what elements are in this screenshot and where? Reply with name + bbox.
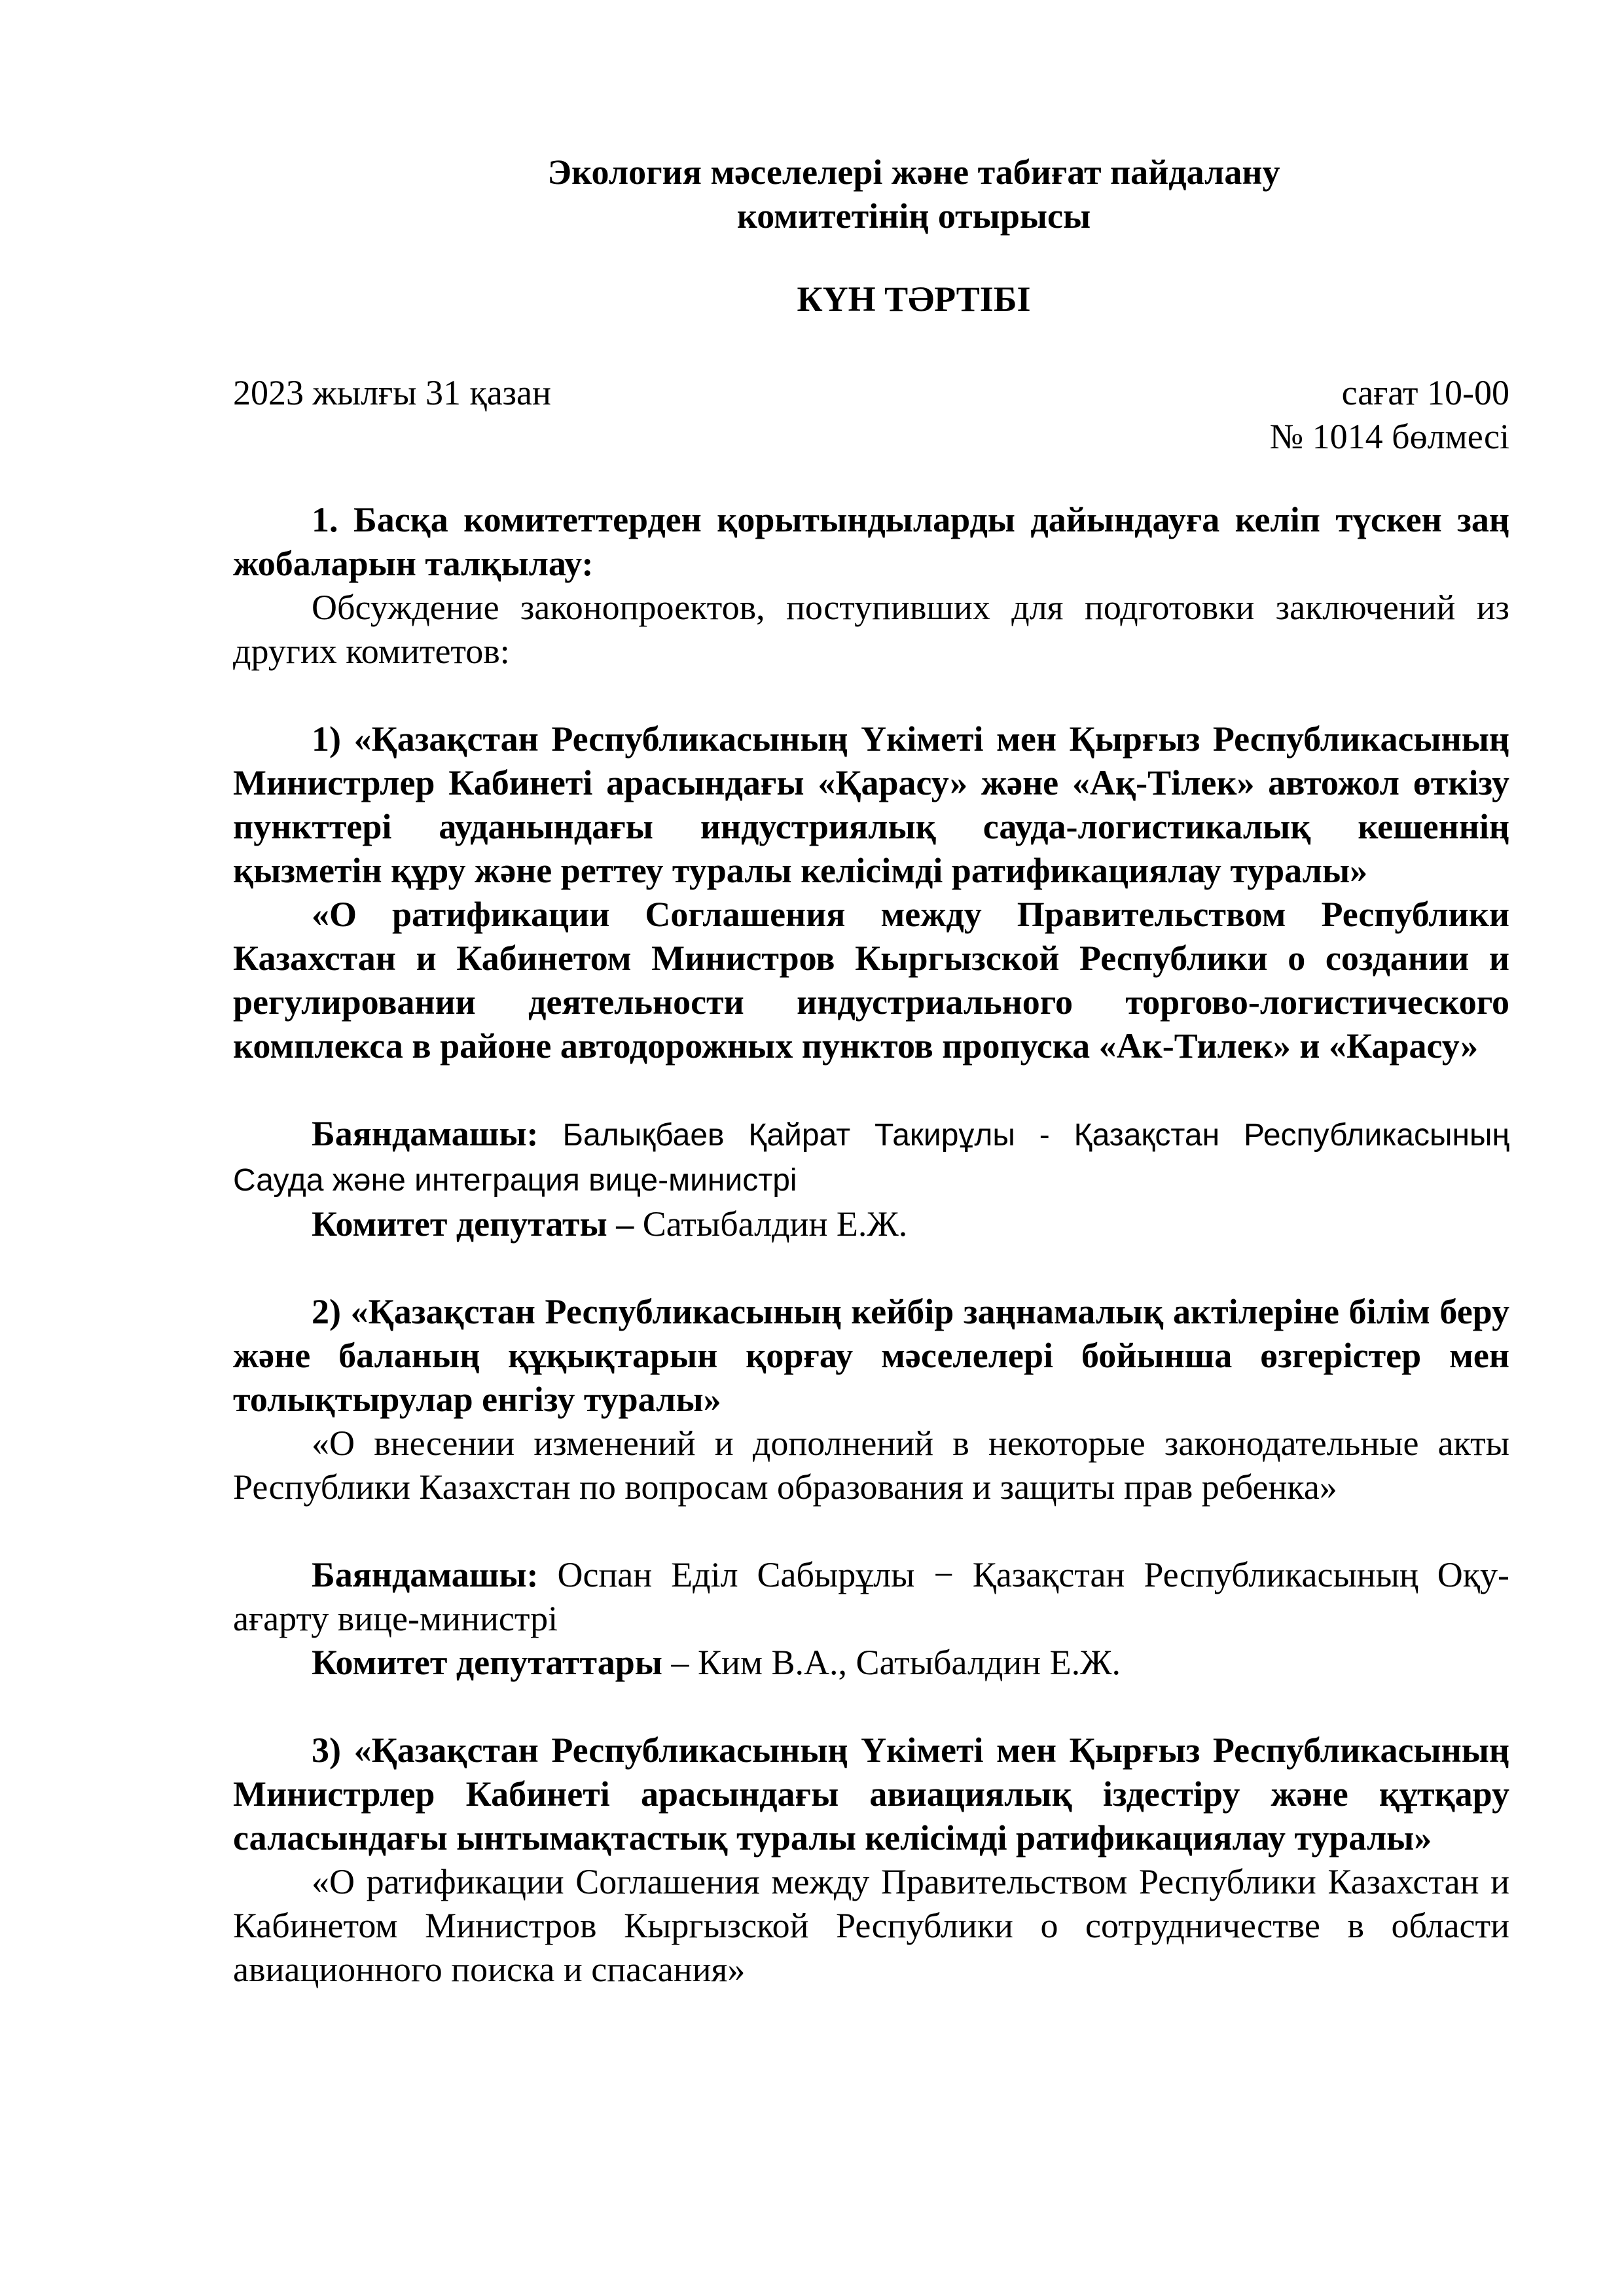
item-1-deputies xyxy=(233,1202,1509,1246)
speaker-surname: Балықбаев xyxy=(562,1118,725,1153)
item-1-speaker xyxy=(233,1112,1509,1202)
item-2-title-ru: «О внесении изменений и дополнений в некоторые законодательные акты Республики Казахстан по вопросам образования и защиты прав ребенка» xyxy=(233,1424,1509,1507)
committee-heading-line2: комитетінің отырысы xyxy=(736,196,1091,236)
item-3-title-ru: «О ратификации Соглашения между Правительством Республики Казахстан и Кабинетом Министров Кыргызской Республики о сотрудничестве в области авиационного поиска и спасания» xyxy=(233,1862,1509,1989)
deputies-names: Сатыбалдин Е.Ж. xyxy=(634,1204,908,1244)
meeting-room: № 1014 бөлмесі xyxy=(1269,417,1509,456)
meeting-date: 2023 жылғы 31 қазан xyxy=(233,373,551,412)
item-2-deputies xyxy=(233,1641,1509,1685)
deputies-label: Комитет депутаттары xyxy=(312,1643,662,1682)
item-2-title-kz: 2) «Қазақстан Республикасының кейбір заңнамалық актілеріне білім беру және баланың құқықтарын қорғау мәселелері бойынша өзгерістер мен толықтырулар енгізу туралы» xyxy=(233,1292,1509,1419)
meeting-time: сағат 10-00 xyxy=(1341,373,1509,412)
committee-heading-line1: Экология мәселелері және табиғат пайдалану xyxy=(547,152,1280,192)
meeting-info xyxy=(233,371,1509,459)
speaker-details: Оспан Еділ Сабырұлы − Қазақстан Республикасының Оқу-ағарту вице-министрі xyxy=(233,1555,1509,1638)
section-1-title-kz: 1. Басқа комитеттерден қорытындыларды дайындауға келіп түскен заң жобаларын талқылау: xyxy=(233,500,1509,583)
speaker-label: Баяндамашы: xyxy=(312,1114,539,1153)
item-1-title-kz: 1) «Қазақстан Республикасының Үкіметі мен Қырғыз Республикасының Министрлер Кабинеті арасындағы «Қарасу» және «Ақ-Тілек» автожол өткізу пункттері ауданындағы индустриялық сауда-логистикалық кешеннің қызметін құру және реттеу туралы келісімді ратификациялау туралы» xyxy=(233,719,1509,890)
item-3-title-kz: 3) «Қазақстан Республикасының Үкіметі мен Қырғыз Республикасының Министрлер Кабинеті арасындағы авиациялық іздестіру және құтқару саласындағы ынтымақтастық туралы келісімді ратификациялау туралы» xyxy=(233,1731,1509,1857)
meeting-time-room xyxy=(1270,371,1509,459)
agenda-title: КҮН ТӘРТІБІ xyxy=(797,279,1031,319)
deputies-names: – Ким В.А., Сатыбалдин Е.Ж. xyxy=(662,1643,1121,1682)
item-2-speaker xyxy=(233,1553,1509,1641)
section-1-title-ru: Обсуждение законопроектов, поступивших для подготовки заключений из других комитетов: xyxy=(233,588,1509,671)
item-1-title-ru: «О ратификации Соглашения между Правительством Республики Казахстан и Кабинетом Министров Кыргызской Республики о создании и регулировании деятельности индустриального торгово-логистического комплекса в районе автодорожных пунктов пропуска «Ак-Тилек» и «Карасу» xyxy=(233,895,1509,1066)
speaker-label: Баяндамашы: xyxy=(312,1555,539,1594)
committee-heading xyxy=(318,151,1509,238)
document-page xyxy=(233,151,1509,1992)
speaker-details: Қайрат Такирұлы - Қазақстан Республикасының Сауда және интеграция вице-министрі xyxy=(233,1118,1509,1198)
deputies-label: Комитет депутаты – xyxy=(312,1204,634,1244)
